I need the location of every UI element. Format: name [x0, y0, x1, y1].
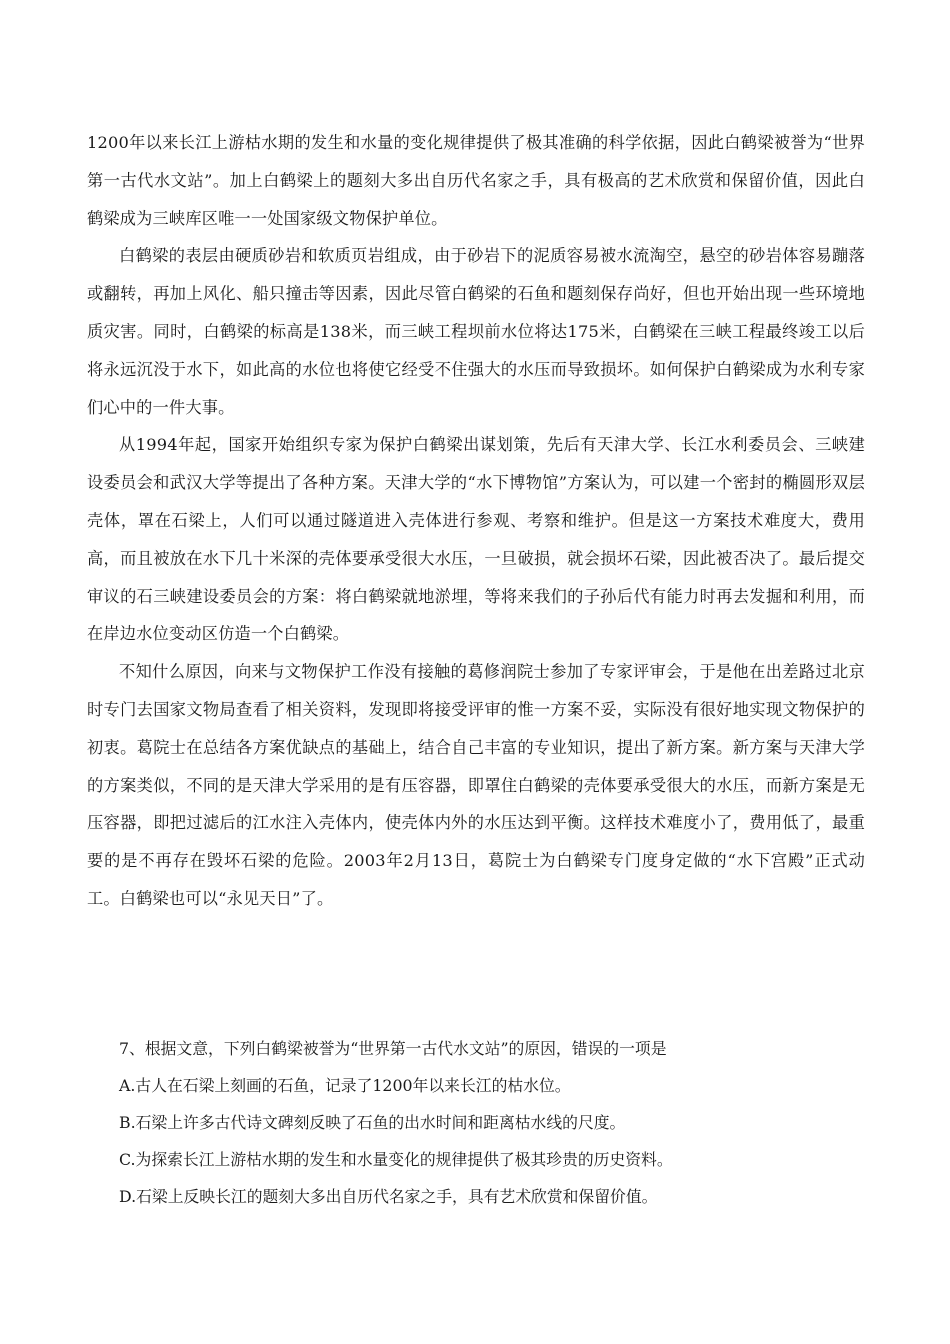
article-paragraph: 从1994年起，国家开始组织专家为保护白鹤梁出谋划策，先后有天津大学、长江水利委员会、三峡建设委员会和武汉大学等提出了各种方案。天津大学的“水下博物馆”方案认为，可以建一个密封的椭圆形双层壳体，罩在石梁上，人们可以通过隧道进入壳体进行参观、考察和维护。但是这一方案技术难度大，费用高，而且被放在水下几十米深的壳体要承受很大水压，一旦破损，就会损坏石梁，因此被否决了。最后提交审议的石三峡建设委员会的方案：将白鹤梁就地淤埋，等将来我们的子孙后代有能力时再去发掘和利用，而在岸边水位变动区仿造一个白鹤梁。 [87, 435, 865, 644]
question-option-d: D.石梁上反映长江的题刻大多出自历代名家之手，具有艺术欣赏和保留价值。 [119, 1187, 658, 1206]
question-block [87, 1030, 865, 1215]
article-paragraph: 1200年以来长江上游枯水期的发生和水量的变化规律提供了极其准确的科学依据，因此白鹤梁被誉为“世界第一古代水文站”。加上白鹤梁上的题刻大多出自历代名家之手，具有极高的艺术欣赏和保留价值，因此白鹤梁成为三峡库区唯一一处国家级文物保护单位。 [87, 133, 866, 228]
article-paragraph: 白鹤梁的表层由硬质砂岩和软质页岩组成，由于砂岩下的泥质容易被水流淘空，悬空的砂岩体容易蹦落或翻转，再加上风化、船只撞击等因素，因此尽管白鹤梁的石鱼和题刻保存尚好，但也开始出现一些环境地质灾害。同时，白鹤梁的标高是138米，而三峡工程坝前水位将达175米，白鹤梁在三峡工程最终竣工以后将永远沉没于水下，如此高的水位也将使它经受不住强大的水压而导致损坏。如何保护白鹤梁成为水利专家们心中的一件大事。 [87, 246, 865, 417]
question-stem: 7、根据文意，下列白鹤梁被誉为“世界第一古代水文站”的原因，错误的一项是 [119, 1039, 667, 1058]
question-option-c: C.为探索长江上游枯水期的发生和水量变化的规律提供了极其珍贵的历史资料。 [119, 1150, 673, 1169]
article-paragraph: 不知什么原因，向来与文物保护工作没有接触的葛修润院士参加了专家评审会，于是他在出差路过北京时专门去国家文物局查看了相关资料，发现即将接受评审的惟一方案不妥，实际没有很好地实现文物保护的初衷。葛院士在总结各方案优缺点的基础上，结合自己丰富的专业知识，提出了新方案。新方案与天津大学的方案类似，不同的是天津大学采用的是有压容器，即罩住白鹤梁的壳体要承受很大的水压，而新方案是无压容器，即把过滤后的江水注入壳体内，使壳体内外的水压达到平衡。这样技术难度小了，费用低了，最重要的是不再存在毁坏石梁的危险。2003年2月13日，葛院士为白鹤梁专门度身定做的“水下宫殿”正式动工。白鹤梁也可以“永见天日”了。 [87, 662, 865, 908]
article-body [87, 124, 865, 918]
question-option-b: B.石梁上许多古代诗文碑刻反映了石鱼的出水时间和距离枯水线的尺度。 [119, 1113, 626, 1132]
question-option-a: A.古人在石梁上刻画的石鱼，记录了1200年以来长江的枯水位。 [119, 1076, 571, 1095]
